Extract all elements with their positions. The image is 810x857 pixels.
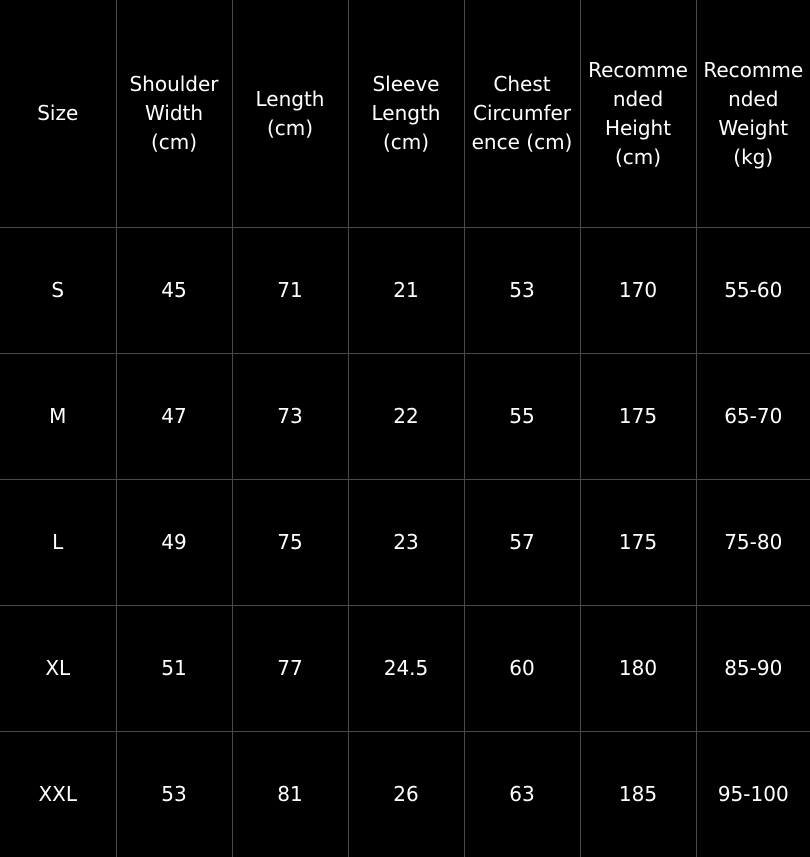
cell-recommended-height: 180 bbox=[580, 606, 696, 732]
column-header-shoulder-width: Shoulder Width (cm) bbox=[116, 0, 232, 228]
column-header-recommended-weight: Recommended Weight (kg) bbox=[696, 0, 810, 228]
cell-size: M bbox=[0, 354, 116, 480]
cell-size: XXL bbox=[0, 732, 116, 857]
cell-recommended-height: 185 bbox=[580, 732, 696, 857]
table-body bbox=[0, 228, 810, 857]
cell-shoulder-width: 47 bbox=[116, 354, 232, 480]
cell-length: 81 bbox=[232, 732, 348, 857]
cell-recommended-height: 170 bbox=[580, 228, 696, 354]
cell-size: S bbox=[0, 228, 116, 354]
cell-chest-circumference: 57 bbox=[464, 480, 580, 606]
table-row bbox=[0, 732, 810, 857]
cell-recommended-weight: 85-90 bbox=[696, 606, 810, 732]
column-header-size: Size bbox=[0, 0, 116, 228]
table-row bbox=[0, 606, 810, 732]
cell-length: 75 bbox=[232, 480, 348, 606]
column-header-sleeve-length: Sleeve Length (cm) bbox=[348, 0, 464, 228]
cell-shoulder-width: 45 bbox=[116, 228, 232, 354]
cell-shoulder-width: 51 bbox=[116, 606, 232, 732]
cell-length: 73 bbox=[232, 354, 348, 480]
cell-size: XL bbox=[0, 606, 116, 732]
cell-shoulder-width: 49 bbox=[116, 480, 232, 606]
cell-recommended-height: 175 bbox=[580, 354, 696, 480]
table-row bbox=[0, 480, 810, 606]
cell-size: L bbox=[0, 480, 116, 606]
cell-sleeve-length: 24.5 bbox=[348, 606, 464, 732]
cell-shoulder-width: 53 bbox=[116, 732, 232, 857]
cell-recommended-weight: 55-60 bbox=[696, 228, 810, 354]
cell-sleeve-length: 21 bbox=[348, 228, 464, 354]
cell-chest-circumference: 63 bbox=[464, 732, 580, 857]
cell-chest-circumference: 60 bbox=[464, 606, 580, 732]
table-header bbox=[0, 0, 810, 228]
table-row bbox=[0, 354, 810, 480]
column-header-chest-circumference: Chest Circumference (cm) bbox=[464, 0, 580, 228]
cell-recommended-height: 175 bbox=[580, 480, 696, 606]
cell-chest-circumference: 53 bbox=[464, 228, 580, 354]
cell-sleeve-length: 22 bbox=[348, 354, 464, 480]
cell-length: 77 bbox=[232, 606, 348, 732]
column-header-length: Length (cm) bbox=[232, 0, 348, 228]
cell-recommended-weight: 95-100 bbox=[696, 732, 810, 857]
cell-sleeve-length: 23 bbox=[348, 480, 464, 606]
cell-chest-circumference: 55 bbox=[464, 354, 580, 480]
cell-recommended-weight: 65-70 bbox=[696, 354, 810, 480]
table-header-row bbox=[0, 0, 810, 228]
column-header-recommended-height: Recommended Height (cm) bbox=[580, 0, 696, 228]
table-row bbox=[0, 228, 810, 354]
cell-length: 71 bbox=[232, 228, 348, 354]
cell-sleeve-length: 26 bbox=[348, 732, 464, 857]
cell-recommended-weight: 75-80 bbox=[696, 480, 810, 606]
